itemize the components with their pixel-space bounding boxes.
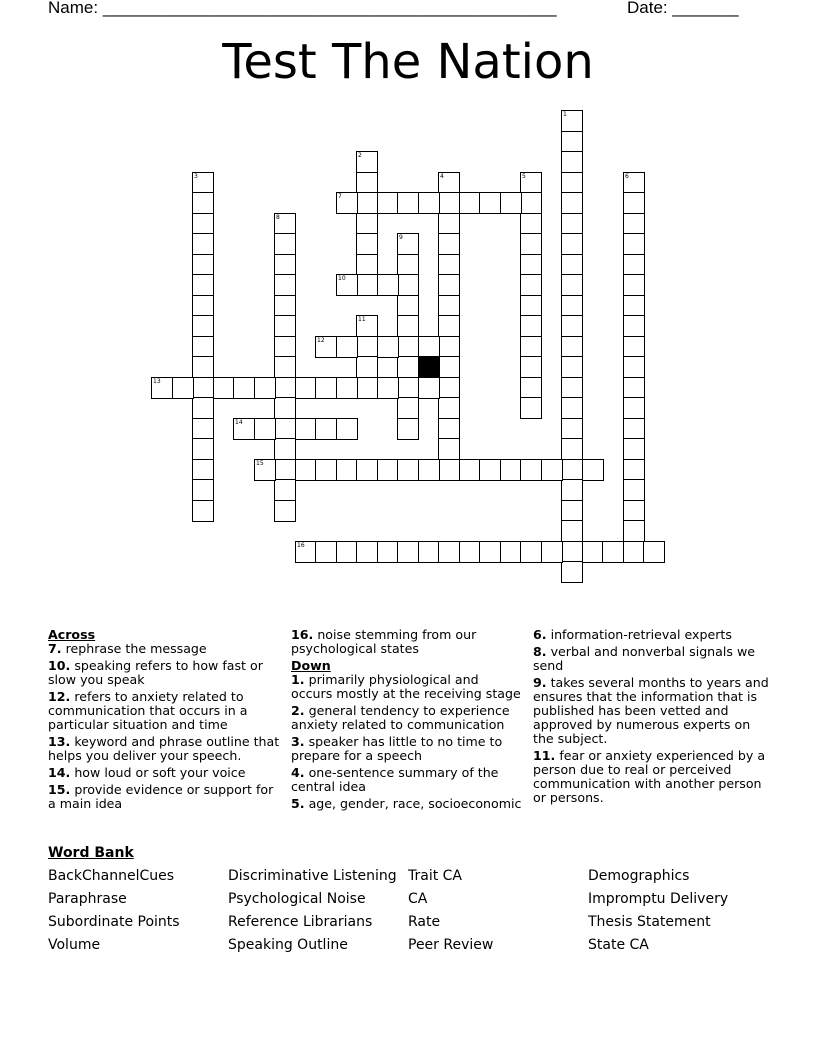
crossword-cell[interactable] [520,295,542,317]
crossword-cell[interactable] [192,192,214,214]
crossword-cell[interactable] [254,459,276,481]
crossword-cell[interactable] [356,356,378,378]
word-bank-item: Psychological Noise [228,891,366,907]
crossword-cell[interactable] [397,397,419,419]
word-bank-item: Demographics [588,868,690,884]
crossword-cell[interactable] [377,541,399,563]
crossword-cell[interactable] [520,233,542,255]
crossword-cell[interactable] [623,459,645,481]
crossword-cell[interactable] [459,192,481,214]
crossword-cell[interactable] [418,192,440,214]
crossword-cell[interactable] [438,233,460,255]
crossword-cell[interactable] [623,295,645,317]
clue-down-6: 6. information-retrieval experts [533,627,732,642]
crossword-cell[interactable] [274,479,296,501]
crossword-cell[interactable] [623,192,645,214]
crossword-cell[interactable] [582,459,604,481]
clue-across-14: 14. how loud or soft your voice [48,765,246,780]
crossword-cell[interactable] [336,192,358,214]
crossword-cell[interactable] [623,541,645,563]
crossword-cell[interactable] [274,254,296,276]
clue-number: 2 [358,152,362,159]
clue-number: 5 [522,173,526,180]
crossword-cell[interactable] [336,541,358,563]
crossword-cell[interactable] [418,459,440,481]
clue-number: 7 [338,193,342,200]
crossword-cell[interactable] [192,274,214,296]
crossword-cell[interactable] [377,459,399,481]
crossword-cell[interactable] [438,336,460,358]
crossword-cell[interactable] [500,541,522,563]
crossword-cell[interactable] [561,213,583,235]
crossword-cell[interactable] [315,541,337,563]
clue-number: 14 [235,419,243,426]
crossword-cell[interactable] [377,274,399,296]
crossword-cell[interactable] [274,274,296,296]
crossword-cell[interactable] [274,336,296,358]
date-label: Date: [627,0,668,17]
crossword-cell[interactable] [561,110,583,132]
crossword-cell[interactable] [623,233,645,255]
crossword-cell[interactable] [192,397,214,419]
crossword-cell[interactable] [356,274,378,296]
clue-number: 8 [276,214,280,221]
crossword-cell[interactable] [192,479,214,501]
crossword-cell[interactable] [397,274,419,296]
crossword-cell[interactable] [520,377,542,399]
crossword-cell[interactable] [192,295,214,317]
crossword-cell[interactable] [500,459,522,481]
clue-down-9: 9. takes several months to years and ensures that the information that is published has been vetted and approved by numerous experts on the subject. [533,675,769,746]
crossword-cell[interactable] [356,151,378,173]
crossword-cell[interactable] [192,213,214,235]
crossword-cell[interactable] [561,192,583,214]
clue-across-10: 10. speaking refers to how fast or slow you speak [48,658,263,687]
crossword-cell[interactable] [397,459,419,481]
crossword-cell[interactable] [561,377,583,399]
crossword-cell[interactable] [377,377,399,399]
crossword-cell[interactable] [192,336,214,358]
black-cell [418,356,440,378]
crossword-cell[interactable] [623,397,645,419]
clue-number: 10 [338,275,346,282]
clue-number: 13 [153,378,161,385]
clue-down-3: 3. speaker has little to no time to prepare for a speech [291,734,503,763]
crossword-cell[interactable] [541,459,563,481]
crossword-cell[interactable] [397,356,419,378]
crossword-cell[interactable] [623,438,645,460]
crossword-cell[interactable] [336,336,358,358]
clue-column-3 [533,628,773,808]
crossword-cell[interactable] [561,172,583,194]
crossword-cell[interactable] [397,418,419,440]
clue-across-7: 7. rephrase the message [48,641,207,656]
crossword-cell[interactable] [254,377,276,399]
crossword-cell[interactable] [356,233,378,255]
crossword-cell[interactable] [561,336,583,358]
word-bank-item: Rate [408,914,441,930]
crossword-cell[interactable] [336,377,358,399]
crossword-cell[interactable] [315,336,337,358]
crossword-cell[interactable] [295,418,317,440]
name-line: ________________________________________________ [102,0,557,17]
crossword-cell[interactable] [356,192,378,214]
crossword-cell[interactable] [356,172,378,194]
crossword-cell[interactable] [356,459,378,481]
crossword-cell[interactable] [418,377,440,399]
crossword-cell[interactable] [274,295,296,317]
crossword-cell[interactable] [192,418,214,440]
clue-column-2 [291,628,523,814]
crossword-cell[interactable] [438,295,460,317]
crossword-cell[interactable] [274,377,296,399]
crossword-cell[interactable] [295,459,317,481]
crossword-cell[interactable] [274,233,296,255]
crossword-cell[interactable] [623,356,645,378]
crossword-cell[interactable] [438,356,460,378]
crossword-cell[interactable] [274,397,296,419]
crossword-cell[interactable] [192,254,214,276]
crossword-cell[interactable] [438,213,460,235]
crossword-cell[interactable] [356,541,378,563]
crossword-cell[interactable] [438,274,460,296]
crossword-cell[interactable] [561,520,583,542]
crossword-cell[interactable] [172,377,194,399]
clue-down-11: 11. fear or anxiety experienced by a person due to real or perceived communication with another person or persons. [533,748,766,805]
crossword-cell[interactable] [582,541,604,563]
crossword-cell[interactable] [623,274,645,296]
crossword-cell[interactable] [520,172,542,194]
crossword-cell[interactable] [623,172,645,194]
crossword-cell[interactable] [438,541,460,563]
word-bank-heading: Word Bank [48,845,134,861]
word-bank-item: Subordinate Points [48,914,180,930]
crossword-cell[interactable] [623,315,645,337]
crossword-cell[interactable] [438,438,460,460]
crossword-cell[interactable] [541,541,563,563]
crossword-cell[interactable] [459,541,481,563]
clue-down-4: 4. one-sentence summary of the central idea [291,765,499,794]
crossword-cell[interactable] [254,418,276,440]
crossword-cell[interactable] [377,192,399,214]
clue-down-1: 1. primarily physiological and occurs mostly at the receiving stage [291,672,521,701]
crossword-cell[interactable] [274,418,296,440]
crossword-cell[interactable] [520,459,542,481]
clue-column-1 [48,628,280,814]
crossword-cell[interactable] [315,459,337,481]
crossword-cell[interactable] [561,315,583,337]
across-heading: Across [48,627,96,642]
crossword-cell[interactable] [397,315,419,337]
crossword-cell[interactable] [274,315,296,337]
crossword-cell[interactable] [192,377,214,399]
clue-number: 16 [297,542,305,549]
crossword-cell[interactable] [623,336,645,358]
crossword-cell[interactable] [561,500,583,522]
word-bank-item: CA [408,891,428,907]
crossword-cell[interactable] [356,254,378,276]
crossword-cell[interactable] [520,541,542,563]
crossword-cell[interactable] [561,131,583,153]
crossword-cell[interactable] [520,192,542,214]
crossword-cell[interactable] [479,459,501,481]
word-bank-item: Discriminative Listening [228,868,397,884]
down-heading: Down [291,658,331,673]
crossword-cell[interactable] [520,397,542,419]
clue-across-16: 16. noise stemming from our psychological states [291,627,477,656]
crossword-cell[interactable] [561,356,583,378]
word-bank-item: State CA [588,937,649,953]
crossword-cell[interactable] [418,336,440,358]
crossword-cell[interactable] [623,418,645,440]
crossword-cell[interactable] [192,356,214,378]
crossword-cell[interactable] [438,397,460,419]
crossword-cell[interactable] [561,418,583,440]
crossword-cell[interactable] [438,459,460,481]
crossword-cell[interactable] [520,356,542,378]
crossword-cell[interactable] [397,295,419,317]
name-label: Name: [48,0,99,17]
crossword-cell[interactable] [561,479,583,501]
crossword-cell[interactable] [274,459,296,481]
crossword-cell[interactable] [315,418,337,440]
word-bank-item: Volume [48,937,101,953]
crossword-cell[interactable] [561,541,583,563]
clue-across-15: 15. provide evidence or support for a main idea [48,782,274,811]
clue-number: 1 [563,111,567,118]
crossword-cell[interactable] [336,418,358,440]
word-bank-item: Speaking Outline [228,937,348,953]
crossword-cell[interactable] [336,274,358,296]
clue-number: 3 [194,173,198,180]
word-bank-item: BackChannelCues [48,868,175,884]
word-bank-item: Thesis Statement [588,914,711,930]
crossword-cell[interactable] [397,254,419,276]
crossword-cell[interactable] [500,192,522,214]
crossword-cell[interactable] [151,377,173,399]
crossword-cell[interactable] [520,213,542,235]
crossword-cell[interactable] [438,377,460,399]
crossword-cell[interactable] [438,315,460,337]
crossword-cell[interactable] [623,254,645,276]
crossword-cell[interactable] [561,397,583,419]
page-title: Test The Nation [222,34,594,90]
clue-number: 12 [317,337,325,344]
crossword-cell[interactable] [561,233,583,255]
crossword-cell[interactable] [561,254,583,276]
crossword-cell[interactable] [315,377,337,399]
crossword-cell[interactable] [623,213,645,235]
crossword-cell[interactable] [336,459,358,481]
crossword-cell[interactable] [356,213,378,235]
crossword-cell[interactable] [561,151,583,173]
crossword-cell[interactable] [192,500,214,522]
crossword-cell[interactable] [479,192,501,214]
crossword-cell[interactable] [397,336,419,358]
clue-number: 6 [625,173,629,180]
clue-number: 4 [440,173,444,180]
clue-number: 9 [399,234,403,241]
crossword-cell[interactable] [356,336,378,358]
crossword-cell[interactable] [418,541,440,563]
clue-down-5: 5. age, gender, race, socioeconomic [291,796,522,811]
crossword-cell[interactable] [274,438,296,460]
clue-across-13: 13. keyword and phrase outline that helps you deliver your speech. [48,734,280,763]
crossword-cell[interactable] [192,459,214,481]
crossword-cell[interactable] [397,233,419,255]
crossword-cell[interactable] [192,172,214,194]
crossword-cell[interactable] [520,274,542,296]
crossword-cell[interactable] [438,192,460,214]
crossword-cell[interactable] [356,315,378,337]
crossword-cell[interactable] [192,315,214,337]
crossword-cell[interactable] [459,459,481,481]
crossword-cell[interactable] [520,254,542,276]
crossword-cell[interactable] [233,377,255,399]
clue-number: 15 [256,460,264,467]
crossword-cell[interactable] [479,541,501,563]
crossword-cell[interactable] [213,377,235,399]
crossword-cell[interactable] [192,233,214,255]
clue-down-8: 8. verbal and nonverbal signals we send [533,644,755,673]
crossword-cell[interactable] [233,418,255,440]
crossword-cell[interactable] [274,356,296,378]
clue-down-2: 2. general tendency to experience anxiety related to communication [291,703,510,732]
word-bank-item: Peer Review [408,937,494,953]
crossword-cell[interactable] [561,438,583,460]
crossword-cell[interactable] [623,500,645,522]
crossword-cell[interactable] [397,192,419,214]
crossword-cell[interactable] [643,541,665,563]
crossword-cell[interactable] [377,336,399,358]
word-bank-item: Trait CA [408,868,463,884]
crossword-cell[interactable] [561,561,583,583]
crossword-cell[interactable] [623,479,645,501]
word-bank-item: Impromptu Delivery [588,891,729,907]
crossword-cell[interactable] [520,315,542,337]
crossword-cell[interactable] [274,500,296,522]
crossword-cell[interactable] [520,336,542,358]
crossword-cell[interactable] [295,541,317,563]
crossword-cell[interactable] [561,295,583,317]
word-bank-item: Reference Librarians [228,914,373,930]
crossword-cell[interactable] [438,172,460,194]
crossword-cell[interactable] [438,418,460,440]
crossword-cell[interactable] [295,377,317,399]
clue-number: 11 [358,316,366,323]
crossword-cell[interactable] [623,520,645,542]
crossword-cell[interactable] [192,438,214,460]
crossword-cell[interactable] [397,377,419,399]
crossword-cell[interactable] [356,377,378,399]
clue-across-12: 12. refers to anxiety related to communication that occurs in a particular situation and time [48,689,248,732]
crossword-cell[interactable] [623,377,645,399]
word-bank-item: Paraphrase [48,891,127,907]
crossword-cell[interactable] [602,541,624,563]
crossword-cell[interactable] [397,541,419,563]
crossword-cell[interactable] [561,459,583,481]
crossword-cell[interactable] [561,274,583,296]
crossword-cell[interactable] [274,213,296,235]
crossword-cell[interactable] [438,254,460,276]
date-line: _______ [672,0,739,17]
